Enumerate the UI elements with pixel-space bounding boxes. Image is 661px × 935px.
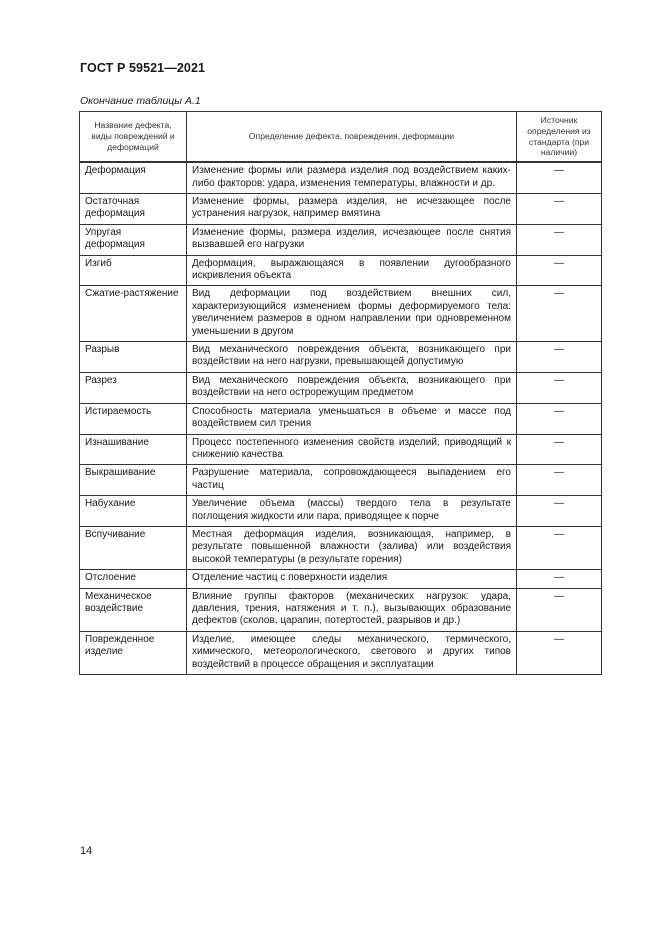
defect-name: Механическое воздействие (80, 588, 187, 631)
defect-source: — (517, 286, 602, 342)
defect-name: Набухание (80, 496, 187, 527)
defect-name: Сжатие-растяжение (80, 286, 187, 342)
column-header-source: Источник определения из стандарта (при наличии) (517, 112, 602, 163)
defect-definition: Вид деформации под воздействием внешних сил, характеризующийся изменением формы деформируемого тела: увеличением размеров в одном направлении при одновременном уменьшении в другом (187, 286, 517, 342)
column-header-name: Название дефекта, виды повреждений и деформаций (80, 112, 187, 163)
defect-definition: Местная деформация изделия, возникающая, например, в результате повышенной влажности (залива) или воздействия высокой температуры (в результате горения) (187, 526, 517, 569)
defect-source: — (517, 588, 602, 631)
table-row (80, 255, 602, 286)
defect-source: — (517, 465, 602, 496)
table-row (80, 224, 602, 255)
defect-source: — (517, 570, 602, 588)
table-row (80, 403, 602, 434)
table-row (80, 631, 602, 674)
defect-name: Деформация (80, 162, 187, 193)
table-row (80, 588, 602, 631)
table-row (80, 162, 602, 193)
defect-source: — (517, 403, 602, 434)
defect-definition: Влияние группы факторов (механических нагрузок: удара, давления, трения, натяжения и т. п.), вызывающих образование дефектов (сколов, царапин, потертостей, разрывов и др.) (187, 588, 517, 631)
table-row (80, 342, 602, 373)
defect-definition: Отделение частиц с поверхности изделия (187, 570, 517, 588)
table-row (80, 372, 602, 403)
defect-name: Отслоение (80, 570, 187, 588)
defect-name: Вспучивание (80, 526, 187, 569)
defect-source: — (517, 526, 602, 569)
defect-name: Поврежденное изделие (80, 631, 187, 674)
defect-source: — (517, 434, 602, 465)
defect-source: — (517, 631, 602, 674)
defect-name: Остаточная деформация (80, 194, 187, 225)
defect-definition: Способность материала уменьшаться в объеме и массе под воздействием сил трения (187, 403, 517, 434)
defect-definition: Процесс постепенного изменения свойств изделий, приводящий к снижению качества (187, 434, 517, 465)
defect-definition: Разрушение материала, сопровождающееся выпадением его частиц (187, 465, 517, 496)
table-row (80, 434, 602, 465)
defect-definition: Вид механического повреждения объекта, возникающего при воздействии на него острорежущим предметом (187, 372, 517, 403)
defect-source: — (517, 224, 602, 255)
defect-name: Изнашивание (80, 434, 187, 465)
defect-name: Выкрашивание (80, 465, 187, 496)
table-row (80, 496, 602, 527)
page-number: 14 (80, 845, 93, 857)
column-header-definition: Определение дефекта, повреждения, деформации (187, 112, 517, 163)
defect-name: Разрез (80, 372, 187, 403)
defect-name: Изгиб (80, 255, 187, 286)
defect-definition: Изменение формы, размера изделия, исчезающее после снятия вызвавшей его нагрузки (187, 224, 517, 255)
document-standard-header: ГОСТ Р 59521—2021 (80, 61, 206, 75)
defect-source: — (517, 162, 602, 193)
defect-name: Разрыв (80, 342, 187, 373)
defect-definition: Изделие, имеющее следы механического, термического, химического, метеорологического, светового и других типов воздействий в процессе обращения и эксплуатации (187, 631, 517, 674)
defect-definition: Изменение формы, размера изделия, не исчезающее после устранения нагрузок, например вмятина (187, 194, 517, 225)
table-row (80, 526, 602, 569)
defect-definition: Изменение формы или размера изделия под воздействием каких-либо факторов: удара, изменения температуры, влажности и др. (187, 162, 517, 193)
defect-source: — (517, 255, 602, 286)
defect-definition: Деформация, выражающаяся в появлении дугообразного искривления объекта (187, 255, 517, 286)
table-header-row (80, 112, 602, 163)
defect-source: — (517, 194, 602, 225)
table-row (80, 465, 602, 496)
defect-source: — (517, 342, 602, 373)
defect-definition: Вид механического повреждения объекта, возникающего при воздействии на него нагрузки, превышающей допустимую (187, 342, 517, 373)
table-row (80, 194, 602, 225)
table-caption: Окончание таблицы А.1 (80, 95, 201, 107)
defect-name: Истираемость (80, 403, 187, 434)
defect-source: — (517, 372, 602, 403)
table-row (80, 286, 602, 342)
table-row (80, 570, 602, 588)
defect-name: Упругая деформация (80, 224, 187, 255)
defect-source: — (517, 496, 602, 527)
defects-table (79, 111, 602, 675)
defect-definition: Увеличение объема (массы) твердого тела в результате поглощения жидкости или пара, приводящее к порче (187, 496, 517, 527)
